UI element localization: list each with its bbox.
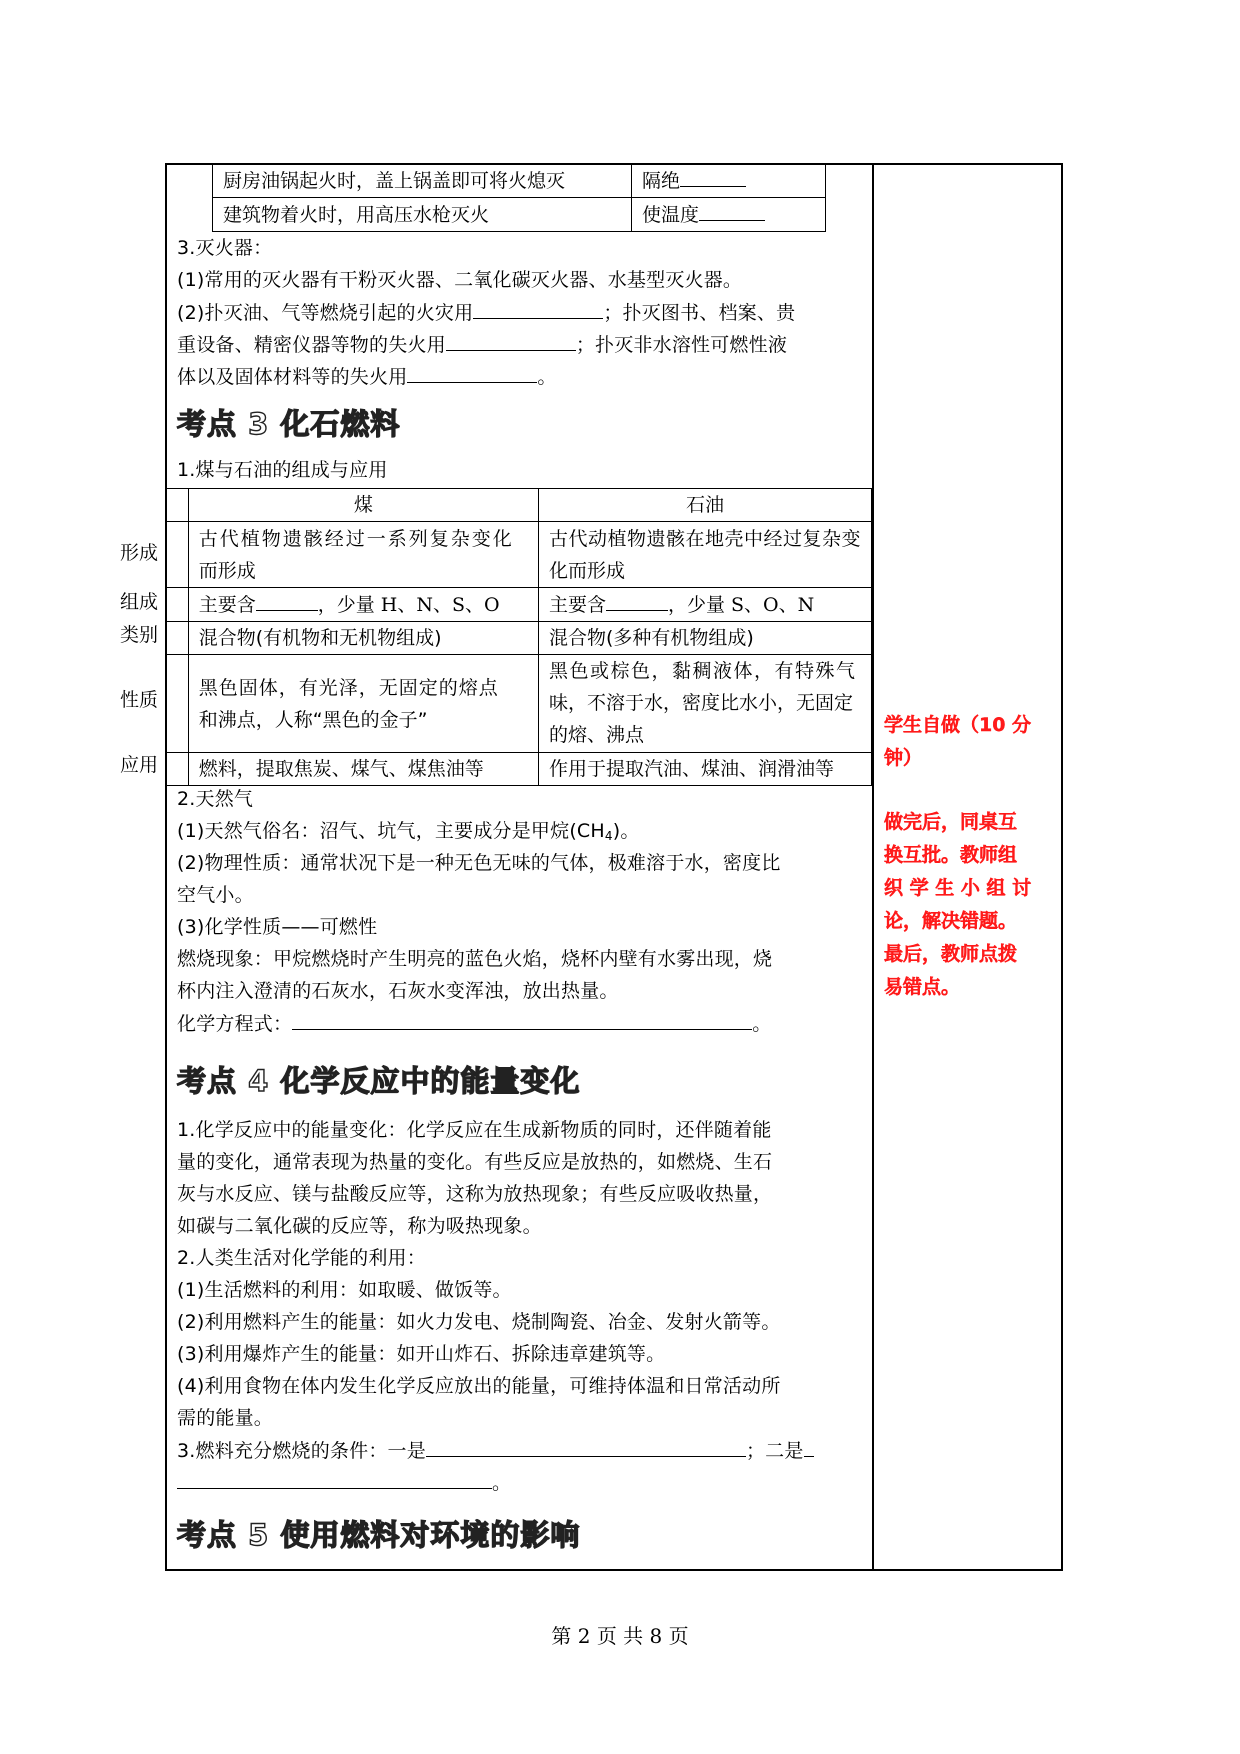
fill-blank[interactable]: [699, 198, 765, 221]
coal-properties: 黑色固体，有光泽，无固定的熔点 和沸点，人称“黑色的金子”: [188, 655, 538, 753]
energy-change-line4: 如碳与二氧化碳的反应等，称为吸热现象。: [177, 1215, 542, 1237]
fill-blank[interactable]: [446, 328, 576, 351]
extinguisher-p1: (1)常用的灭火器有干粉灭火器、二氧化碳灭火器、水基型灭火器。: [177, 269, 743, 291]
oil-application: 作用于提取汽油、煤油、润滑油等: [538, 753, 871, 786]
column-divider: [872, 163, 874, 1571]
fill-blank[interactable]: [680, 164, 746, 187]
fill-blank[interactable]: [177, 1466, 492, 1489]
chemical-energy-use-title: 2.人类生活对化学能的利用：: [177, 1247, 426, 1269]
energy-use-item-3: (3)利用爆炸产生的能量：如开山炸石、拆除违章建筑等。: [177, 1343, 666, 1365]
natural-gas-title: 2.天然气: [177, 788, 254, 810]
coal-category: 混合物(有机物和无机物组成): [188, 622, 538, 655]
extinguisher-p2-line2: 重设备、精密仪器等物的失火用 ；扑灭非水溶性可燃性液: [177, 328, 787, 361]
table-header-row: [166, 489, 872, 522]
energy-use-item-2: (2)利用燃料产生的能量：如火力发电、烧制陶瓷、冶金、发射火箭等。: [177, 1311, 781, 1333]
example-cell: 建筑物着火时，用高压水枪灭火: [213, 198, 632, 232]
header-coal: 煤: [188, 489, 538, 522]
energy-use-item-4-cont: 需的能量。: [177, 1407, 274, 1429]
energy-change-line2: 量的变化，通常表现为热量的变化。有些反应是放热的，如燃烧、生石: [177, 1151, 773, 1173]
combustion-conditions-line2: 。: [177, 1466, 511, 1499]
fill-blank[interactable]: [256, 588, 318, 611]
coal-oil-table: [165, 488, 872, 786]
table-row-formation: [166, 522, 872, 588]
side-note-peer-review: 做完后，同桌互 换互批。教师组 织 学 生 小 组 讨 论，解决错题。 最后，教师点拨 易错点。: [884, 811, 1032, 998]
section-heading-kaodian5: 考点 5 使用燃料对环境的影响: [177, 1518, 581, 1552]
coal-formation: 古代植物遗骸经过一系列复杂变化 而形成: [188, 522, 538, 588]
header-oil: 石油: [538, 489, 871, 522]
row-label-composition: 组成: [120, 591, 159, 613]
fill-blank[interactable]: [804, 1434, 814, 1457]
row-label-category: 类别: [120, 624, 159, 646]
example-cell: 厨房油锅起火时，盖上锅盖即可将火熄灭: [213, 164, 632, 198]
fill-blank[interactable]: [473, 296, 603, 319]
table-row-category: [166, 622, 872, 655]
fill-blank[interactable]: [426, 1434, 746, 1457]
coal-application: 燃料，提取焦炭、煤气、煤焦油等: [188, 753, 538, 786]
section-heading-kaodian3: 考点 3 化石燃料: [177, 407, 401, 441]
principle-cell: 使温度: [632, 198, 826, 232]
extinguisher-title: 3.灭火器：: [177, 237, 273, 259]
coal-composition: 主要含 ，少量 H、N、S、O: [188, 588, 538, 622]
principle-cell: 隔绝: [632, 164, 826, 198]
table-row-composition: [166, 588, 872, 622]
extinguish-method-table: [212, 163, 826, 232]
oil-properties: 黑色或棕色，黏稠液体，有特殊气 味，不溶于水，密度比水小，无固定 的熔、沸点: [538, 655, 871, 753]
combustion-conditions-line1: 3.燃料充分燃烧的条件：一是 ；二是: [177, 1434, 814, 1467]
coal-oil-subtitle: 1.煤与石油的组成与应用: [177, 459, 388, 481]
natural-gas-p2-line1: (2)物理性质：通常状况下是一种无色无味的气体，极难溶于水，密度比: [177, 852, 781, 874]
extinguisher-p2-line3: 体以及固体材料等的失火用 。: [177, 360, 557, 393]
chemical-equation-line: 化学方程式： 。: [177, 1007, 771, 1040]
natural-gas-p2-line2: 空气小。: [177, 884, 254, 906]
row-label-application: 应用: [120, 754, 159, 776]
energy-use-item-4: (4)利用食物在体内发生化学反应放出的能量，可维持体温和日常活动所: [177, 1375, 781, 1397]
energy-use-item-1: (1)生活燃料的利用：如取暖、做饭等。: [177, 1279, 512, 1301]
natural-gas-p1: (1)天然气俗名：沼气、坑气，主要成分是甲烷$(CH_4)$。: [177, 820, 640, 843]
table-row-properties: [166, 655, 872, 753]
oil-formation: 古代动植物遗骸在地壳中经过复杂变 化而形成: [538, 522, 871, 588]
extinguisher-p2-line1: (2)扑灭油、气等燃烧引起的火灾用 ；扑灭图书、档案、贵: [177, 296, 795, 329]
side-note-self-study: 学生自做（10 分 钟）: [884, 714, 1032, 769]
natural-gas-p4-line2: 杯内注入澄清的石灰水，石灰水变浑浊，放出热量。: [177, 980, 619, 1002]
table-row: [213, 164, 826, 198]
page-number-footer: 第 2 页 共 8 页: [551, 1624, 689, 1648]
natural-gas-p3: (3)化学性质——可燃性: [177, 916, 378, 938]
section-heading-kaodian4: 考点 4 化学反应中的能量变化: [177, 1064, 581, 1098]
header-blank: [166, 489, 189, 522]
fill-blank[interactable]: [407, 360, 537, 383]
row-label-formation: 形成: [120, 542, 159, 564]
table-row-application: [166, 753, 872, 786]
fill-blank[interactable]: [606, 588, 668, 611]
natural-gas-p4-line1: 燃烧现象：甲烷燃烧时产生明亮的蓝色火焰，烧杯内壁有水雾出现，烧: [177, 948, 773, 970]
row-label-properties: 性质: [120, 689, 159, 711]
energy-change-line1: 1.化学反应中的能量变化：化学反应在生成新物质的同时，还伴随着能: [177, 1119, 772, 1141]
oil-category: 混合物(多种有机物组成): [538, 622, 871, 655]
equation-blank[interactable]: [292, 1007, 752, 1030]
oil-composition: 主要含 ，少量 S、O、N: [538, 588, 871, 622]
table-row: [213, 198, 826, 232]
energy-change-line3: 灰与水反应、镁与盐酸反应等，这称为放热现象；有些反应吸收热量，: [177, 1183, 773, 1205]
